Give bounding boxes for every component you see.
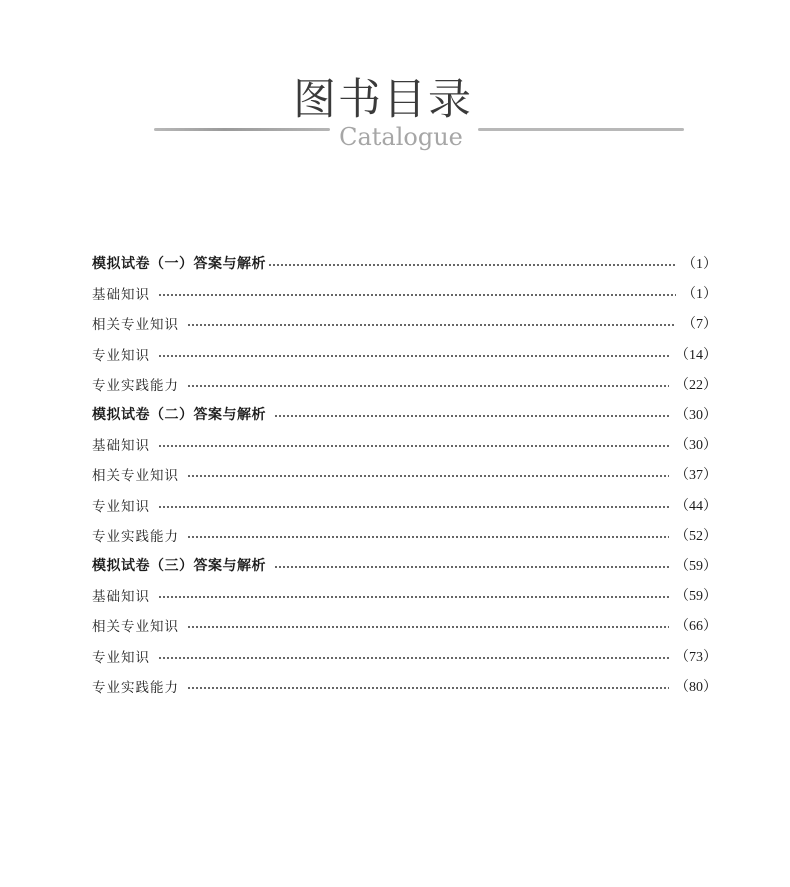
dot-leader [187, 536, 669, 538]
toc-entry-page: （59） [675, 589, 717, 605]
toc-entry-label: 模拟试卷（三）答案与解析 [92, 557, 266, 574]
toc-entry-label: 基础知识 [92, 287, 150, 304]
toc-entry-page: （30） [675, 408, 717, 424]
toc-entry-page: （7） [682, 317, 717, 333]
toc-entry[interactable] [92, 671, 717, 701]
toc-entry[interactable] [92, 308, 717, 338]
toc-entry-label: 专业知识 [92, 498, 150, 515]
toc-entry[interactable] [92, 278, 717, 308]
toc-entry-page: （22） [675, 377, 717, 393]
toc-entry-label: 相关专业知识 [92, 619, 179, 636]
toc-entry-page: （80） [675, 679, 717, 695]
toc-entry-page: （1） [682, 287, 717, 303]
catalogue-header [0, 0, 790, 170]
dot-leader [187, 626, 669, 628]
dot-leader [187, 475, 669, 477]
dot-leader [158, 506, 669, 508]
toc-entry-label: 专业实践能力 [92, 528, 179, 545]
toc-entry[interactable] [92, 580, 717, 610]
dot-leader [158, 355, 669, 357]
table-of-contents [92, 248, 717, 701]
toc-entry-label: 专业实践能力 [92, 377, 179, 394]
toc-entry-label: 模拟试卷（一）答案与解析 [92, 256, 266, 273]
toc-entry[interactable] [92, 429, 717, 459]
toc-entry-page: （73） [675, 649, 717, 665]
toc-entry-section[interactable] [92, 399, 717, 429]
header-rule-right [478, 128, 684, 131]
dot-leader [187, 687, 669, 689]
header-rule-left [154, 128, 330, 131]
page-subtitle: Catalogue [339, 123, 463, 151]
dot-leader [158, 445, 669, 447]
toc-entry[interactable] [92, 640, 717, 670]
toc-entry[interactable] [92, 369, 717, 399]
dot-leader [187, 385, 669, 387]
toc-entry-page: （14） [675, 347, 717, 363]
toc-entry-page: （66） [675, 619, 717, 635]
toc-entry-label: 基础知识 [92, 438, 150, 455]
toc-entry-page: （59） [675, 558, 717, 574]
toc-entry-label: 专业知识 [92, 649, 150, 666]
dot-leader [274, 566, 669, 568]
toc-entry[interactable] [92, 339, 717, 369]
dot-leader [158, 294, 676, 296]
toc-entry[interactable] [92, 490, 717, 520]
page-title: 图书目录 [293, 75, 473, 125]
toc-entry-label: 专业知识 [92, 347, 150, 364]
toc-entry-label: 相关专业知识 [92, 317, 179, 334]
dot-leader [274, 415, 669, 417]
toc-entry-page: （1） [682, 257, 717, 273]
dot-leader [158, 657, 669, 659]
toc-entry-label: 模拟试卷（二）答案与解析 [92, 407, 266, 424]
toc-entry[interactable] [92, 520, 717, 550]
toc-entry-section[interactable] [92, 248, 717, 278]
toc-entry-section[interactable] [92, 550, 717, 580]
toc-entry[interactable] [92, 459, 717, 489]
dot-leader [268, 264, 676, 266]
dot-leader [158, 596, 669, 598]
dot-leader [187, 324, 676, 326]
toc-entry-label: 基础知识 [92, 589, 150, 606]
toc-entry-label: 专业实践能力 [92, 679, 179, 696]
toc-entry-page: （52） [675, 528, 717, 544]
toc-entry-label: 相关专业知识 [92, 468, 179, 485]
toc-entry-page: （37） [675, 468, 717, 484]
toc-entry-page: （44） [675, 498, 717, 514]
toc-entry-page: （30） [675, 438, 717, 454]
toc-entry[interactable] [92, 610, 717, 640]
